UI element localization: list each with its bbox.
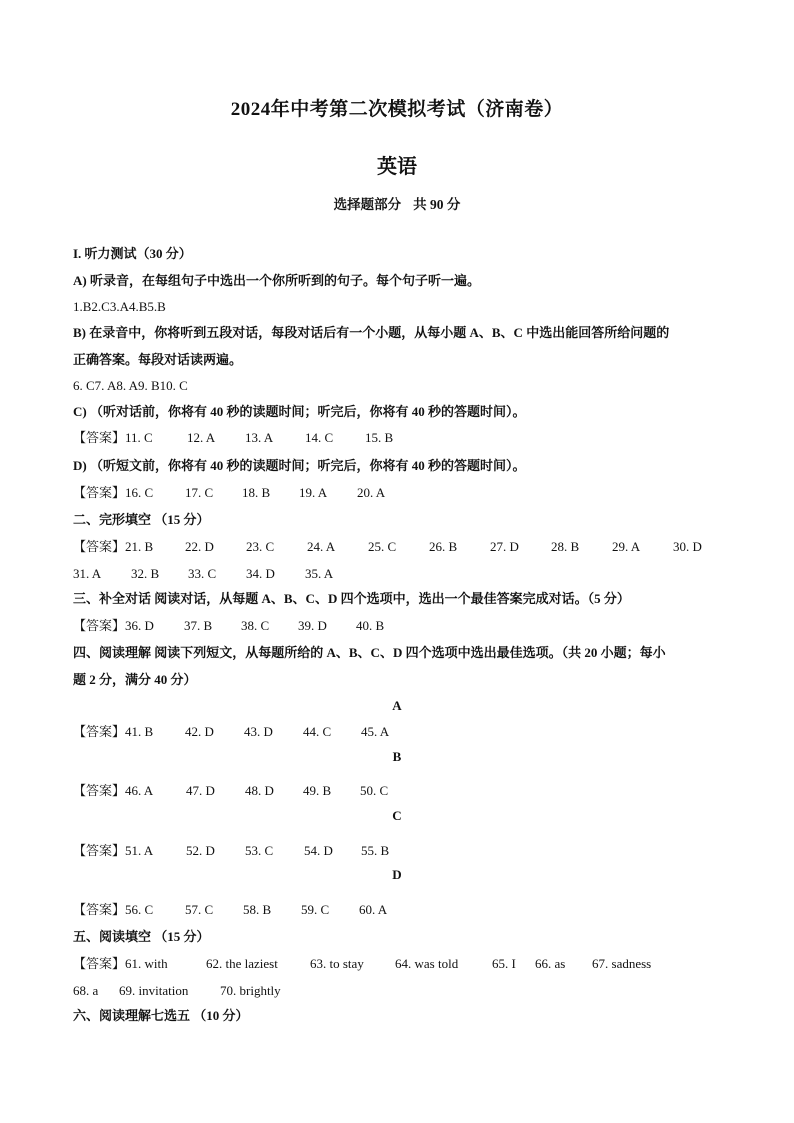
answer-label: 【答案】 — [73, 843, 126, 858]
answer-label: 【答案】 — [73, 956, 126, 971]
section1-b-instruction-2: 正确答案。每段对话读两遍。 — [73, 352, 243, 367]
answer-item: 23. C — [246, 539, 275, 554]
answer-item: 69. invitation — [119, 983, 189, 998]
answer-item: 15. B — [365, 430, 394, 445]
answer-item: 63. to stay — [310, 956, 364, 971]
answer-item: 25. C — [368, 539, 397, 554]
answer-item: 12. A — [187, 430, 216, 445]
answer-item: 66. as — [535, 956, 566, 971]
answer-item: 13. A — [245, 430, 274, 445]
section1-d-answer-row — [73, 484, 385, 502]
section6-heading: 六、阅读理解七选五 （10 分） — [73, 1008, 249, 1023]
section5-answer-row-2 — [73, 982, 281, 1000]
answer-item: 45. A — [361, 724, 390, 739]
section5-answer-row-1 — [73, 955, 651, 973]
answer-item: 41. B — [125, 724, 154, 739]
answer-item: 53. C — [245, 843, 274, 858]
answer-item: 49. B — [303, 783, 332, 798]
answer-item: 44. C — [303, 724, 332, 739]
passage-letter: B — [392, 749, 402, 764]
answer-item: 38. C — [241, 618, 270, 633]
part-heading — [0, 193, 794, 213]
subject-heading: 英语 — [377, 156, 417, 178]
answer-item: 50. C — [360, 783, 389, 798]
answer-item: 57. C — [185, 902, 214, 917]
answer-item: 14. C — [305, 430, 334, 445]
answer-item: 19. A — [299, 485, 328, 500]
answer-item: 28. B — [551, 539, 580, 554]
passage-letter: A — [392, 698, 402, 713]
answer-item: 39. D — [298, 618, 327, 633]
section3-answer-row — [73, 617, 384, 635]
answer-item: 26. B — [429, 539, 458, 554]
answer-item: 40. B — [356, 618, 385, 633]
answer-item: 60. A — [359, 902, 388, 917]
answer-item: 31. A — [73, 566, 102, 581]
answer-item: 35. A — [305, 566, 334, 581]
answer-item: 43. D — [244, 724, 273, 739]
answer-item: 16. C — [125, 485, 154, 500]
answer-item: 56. C — [125, 902, 154, 917]
section1-c-instruction: C) （听对话前，你将有 40 秒的读题时间；听完后，你将有 40 秒的答题时间）。 — [73, 404, 526, 419]
section1-b-instruction-1: B) 在录音中，你将听到五段对话，每段对话后有一个小题，从每小题 A、B、C 中选出能回答所给问题的 — [73, 325, 670, 340]
section1-heading: I. 听力测试（30 分） — [73, 246, 192, 261]
answer-item: 37. B — [184, 618, 213, 633]
section2-answer-row-1 — [73, 538, 702, 556]
answer-item: 59. C — [301, 902, 330, 917]
answer-item: 36. D — [125, 618, 154, 633]
answer-item: 24. A — [307, 539, 336, 554]
answer-item: 62. the laziest — [206, 956, 278, 971]
answer-label: 【答案】 — [73, 430, 126, 445]
passage-letter: D — [392, 867, 402, 882]
answer-item: 61. with — [125, 956, 168, 971]
answer-label: 【答案】 — [73, 485, 126, 500]
part-total: 共 90 分 — [413, 197, 461, 212]
section1-b-answers: 6. C7. A8. A9. B10. C — [73, 378, 188, 393]
answer-item: 51. A — [125, 843, 154, 858]
passage-answer-row — [73, 901, 387, 919]
answer-item: 22. D — [185, 539, 214, 554]
answer-item: 34. D — [246, 566, 275, 581]
section1-a-instruction: A) 听录音，在每组句子中选出一个你所听到的句子。每个句子听一遍。 — [73, 273, 480, 288]
answer-item: 46. A — [125, 783, 154, 798]
answer-item: 64. was told — [395, 956, 459, 971]
answer-item: 30. D — [673, 539, 702, 554]
answer-item: 33. C — [188, 566, 217, 581]
answer-label: 【答案】 — [73, 618, 126, 633]
passage-answer-row — [73, 842, 389, 860]
answer-item: 47. D — [186, 783, 215, 798]
section3-heading: 三、补全对话 阅读对话，从每题 A、B、C、D 四个选项中，选出一个最佳答案完成对话。（5 分） — [73, 591, 630, 606]
answer-label: 【答案】 — [73, 902, 126, 917]
answer-label: 【答案】 — [73, 539, 126, 554]
answer-item: 27. D — [490, 539, 519, 554]
section1-d-instruction: D) （听短文前，你将有 40 秒的读题时间；听完后，你将有 40 秒的答题时间）。 — [73, 458, 526, 473]
answer-item: 48. D — [245, 783, 274, 798]
answer-item: 68. a — [73, 983, 99, 998]
page-title: 2024年中考第二次模拟考试（济南卷） — [230, 99, 564, 120]
section2-answer-row-2 — [73, 565, 333, 583]
answer-item: 58. B — [243, 902, 272, 917]
answer-item: 29. A — [612, 539, 641, 554]
answer-item: 52. D — [186, 843, 215, 858]
section2-heading: 二、完形填空 （15 分） — [73, 512, 210, 527]
passage-letter: C — [392, 808, 402, 823]
answer-item: 32. B — [131, 566, 160, 581]
section1-a-answers: 1.B2.C3.A4.B5.B — [73, 299, 166, 314]
answer-item: 54. D — [304, 843, 333, 858]
section4-heading-2: 题 2 分，满分 40 分） — [73, 672, 197, 687]
passage-answer-row — [73, 723, 389, 741]
answer-item: 67. sadness — [592, 956, 652, 971]
passage-answer-row — [73, 782, 388, 800]
answer-label: 【答案】 — [73, 724, 126, 739]
answer-item: 70. brightly — [220, 983, 281, 998]
answer-item: 21. B — [125, 539, 154, 554]
section1-c-answer-row — [73, 429, 393, 447]
answer-item: 65. I — [492, 956, 516, 971]
answer-item: 55. B — [361, 843, 390, 858]
answer-item: 11. C — [125, 430, 153, 445]
part-name: 选择题部分 — [333, 197, 402, 212]
answer-item: 42. D — [185, 724, 214, 739]
section5-heading: 五、阅读填空 （15 分） — [73, 929, 210, 944]
answer-label: 【答案】 — [73, 783, 126, 798]
answer-item: 20. A — [357, 485, 386, 500]
answer-item: 18. B — [242, 485, 271, 500]
answer-item: 17. C — [185, 485, 214, 500]
section4-heading-1: 四、阅读理解 阅读下列短文，从每题所给的 A、B、C、D 四个选项中选出最佳选项。（共 20 小题；每小 — [73, 645, 666, 660]
